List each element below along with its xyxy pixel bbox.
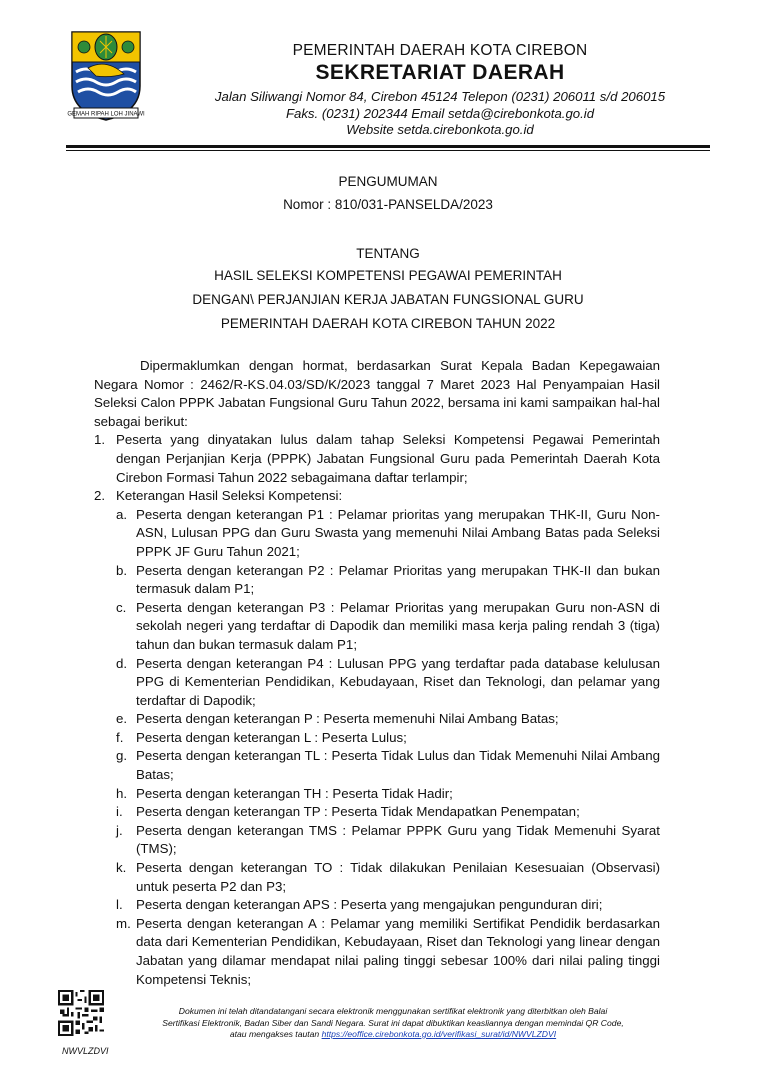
qr-code-label: NWVLZDVI	[62, 1046, 109, 1056]
sub-list-letter: d.	[116, 655, 128, 671]
sub-list-text: Peserta dengan keterangan P4 : Lulusan PPG yang terdaftar pada database kelulusan PPG di Kementerian Pendidikan, Kebudayaan, Riset dan Teknologi, dan pelamar yang terdaftar di Dapodik;	[136, 655, 660, 708]
sub-list-letter: g.	[116, 748, 128, 764]
about-label: TENTANG	[356, 246, 420, 261]
sub-list-item	[116, 785, 660, 804]
sub-list-letter: m.	[116, 915, 131, 931]
notice-line-2: Sertifikasi Elektronik, Badan Siber dan Sandi Negara. Surat ini dapat dibuktikan keasliannya dengan memindai QR Code,	[162, 1017, 624, 1028]
sub-list-text: Peserta dengan keterangan TP : Peserta Tidak Mendapatkan Penempatan;	[136, 804, 580, 820]
office-fax-email: Faks. (0231) 202344 Email setda@cirebonkota.go.id	[285, 106, 595, 121]
sub-list-text: Peserta dengan keterangan L : Peserta Lulus;	[136, 729, 407, 745]
logo-motto: GEMAH RIPAH LOH JINAWI	[67, 111, 145, 118]
list-item	[94, 431, 660, 487]
letterhead-divider-thin	[66, 150, 710, 151]
sub-list-text: Peserta dengan keterangan A : Pelamar yang memiliki Sertifikat Pendidik berdasarkan data dari Kementerian Pendidikan, Kebudayaan, Riset dan Teknologi yang linear dengan Jabatan yang dilamar mendapat nilai paling tinggi sebesar 100% dari nilai paling tinggi Kompetensi Teknis;	[136, 915, 660, 987]
subject-line-1: HASIL SELEKSI KOMPETENSI PEGAWAI PEMERINTAH	[214, 268, 562, 283]
sub-list-text: Peserta dengan keterangan TO : Tidak dilakukan Penilaian Kesesuaian (Observasi) untuk peserta P2 dan P3;	[136, 860, 660, 894]
sub-list-letter: f.	[116, 729, 124, 745]
office-name: SEKRETARIAT DAERAH	[315, 61, 565, 84]
signature-notice	[130, 1006, 656, 1041]
sub-list-text: Peserta dengan keterangan P2 : Pelamar Prioritas yang merupakan THK-II dan bukan termasuk dalam P1;	[136, 562, 660, 597]
qr-code-icon[interactable]	[58, 990, 104, 1036]
office-address: Jalan Siliwangi Nomor 84, Cirebon 45124 Telepon (0231) 206011 s/d 206015	[214, 89, 666, 104]
list-item-text: Keterangan Hasil Seleksi Kompetensi:	[116, 488, 343, 504]
announcement-number: Nomor : 810/031-PANSELDA/2023	[283, 197, 493, 212]
letterhead-divider-thick	[66, 145, 710, 148]
sub-list-item	[116, 655, 660, 711]
sub-list-text: Peserta dengan keterangan APS : Peserta yang mengajukan pengunduran diri;	[136, 897, 603, 913]
sub-list-item	[116, 915, 660, 989]
sub-list-text: Peserta dengan keterangan TH : Peserta Tidak Hadir;	[136, 785, 453, 801]
sub-list-letter: k.	[116, 860, 127, 876]
sub-list-text: Peserta dengan keterangan P3 : Pelamar Prioritas yang merupakan Guru non-ASN di sekolah negeri yang terdaftar di Dapodik dan memiliki masa kerja paling rendah 3 (tiga) tahun dan bukan termasuk dalam P1;	[136, 599, 660, 652]
sub-list-item	[116, 729, 660, 748]
cirebon-coat-of-arms-logo	[66, 28, 146, 124]
list-number: 1.	[94, 432, 106, 448]
sub-list-item	[116, 710, 660, 729]
sub-list-item	[116, 896, 660, 915]
sub-list-item	[116, 747, 660, 784]
list-item-text: Peserta yang dinyatakan lulus dalam tahap Seleksi Kompetensi Pegawai Pemerintah dengan Perjanjian Kerja (PPPK) Jabatan Fungsional Guru pada Pemerintah Daerah Kota Cirebon Formasi Tahun 2022 sebagaimana daftar terlampir;	[116, 432, 660, 485]
office-website: Website setda.cirebonkota.go.id	[346, 122, 534, 137]
sub-list-text: Peserta dengan keterangan P : Peserta memenuhi Nilai Ambang Batas;	[136, 711, 559, 727]
sub-list-letter: h.	[116, 785, 128, 801]
sub-list-text: Peserta dengan keterangan TL : Peserta Tidak Lulus dan Tidak Memenuhi Nilai Ambang Batas;	[136, 748, 660, 783]
subject-line-3: PEMERINTAH DAERAH KOTA CIREBON TAHUN 2022	[220, 316, 556, 331]
sub-list-letter: a.	[116, 506, 128, 522]
sub-list-item	[116, 859, 660, 896]
notice-link-intro: atau mengakses tautan	[229, 1029, 320, 1039]
sub-list-item	[116, 599, 660, 655]
government-name: PEMERINTAH DAERAH KOTA CIREBON	[292, 42, 588, 59]
document-body	[94, 357, 660, 989]
sub-list-text: Peserta dengan keterangan TMS : Pelamar PPPK Guru yang Tidak Memenuhi Syarat (TMS);	[136, 822, 660, 857]
sub-list-letter: j.	[116, 822, 123, 838]
sub-list-letter: b.	[116, 562, 128, 578]
notice-line-3	[130, 1029, 656, 1041]
sub-list-item	[116, 822, 660, 859]
subject-line-2: DENGAN\ PERJANJIAN KERJA JABATAN FUNGSIONAL GURU	[192, 292, 584, 307]
sub-list-text: Peserta dengan keterangan P1 : Pelamar prioritas yang merupakan THK-II, Guru Non-ASN, Lulusan PPG dan Guru Swasta yang memenuhi Nilai Ambang Batas pada Seleksi PPPK JF Guru Tahun 2021;	[136, 506, 660, 559]
sub-list-letter: i.	[116, 804, 123, 820]
sub-list	[94, 506, 660, 989]
sub-list-letter: l.	[116, 897, 123, 913]
list-number: 2.	[94, 488, 106, 504]
intro-paragraph: Dipermaklumkan dengan hormat, berdasarkan Surat Kepala Badan Kepegawaian Negara Nomor : 2462/R-KS.04.03/SD/K/2023 tanggal 7 Maret 2023 Hal Penyampaian Hasil Seleksi Calon PPPK Jabatan Fungsional Guru Tahun 2022, bersama ini kami sampaikan hal-hal sebagai berikut:	[94, 358, 660, 429]
sub-list-item	[116, 803, 660, 822]
verification-link[interactable]: https://eoffice.cirebonkota.go.id/verifikasi_surat/id/NWVLZDVI	[321, 1029, 557, 1039]
announcement-title: PENGUMUMAN	[338, 174, 438, 189]
sub-list-item	[116, 562, 660, 599]
sub-list-letter: e.	[116, 711, 128, 727]
list-item	[94, 487, 660, 506]
sub-list-item	[116, 506, 660, 562]
sub-list-letter: c.	[116, 599, 127, 615]
notice-line-1: Dokumen ini telah ditandatangani secara elektronik menggunakan sertifikat elektronik yang diterbitkan oleh Balai	[178, 1006, 608, 1016]
